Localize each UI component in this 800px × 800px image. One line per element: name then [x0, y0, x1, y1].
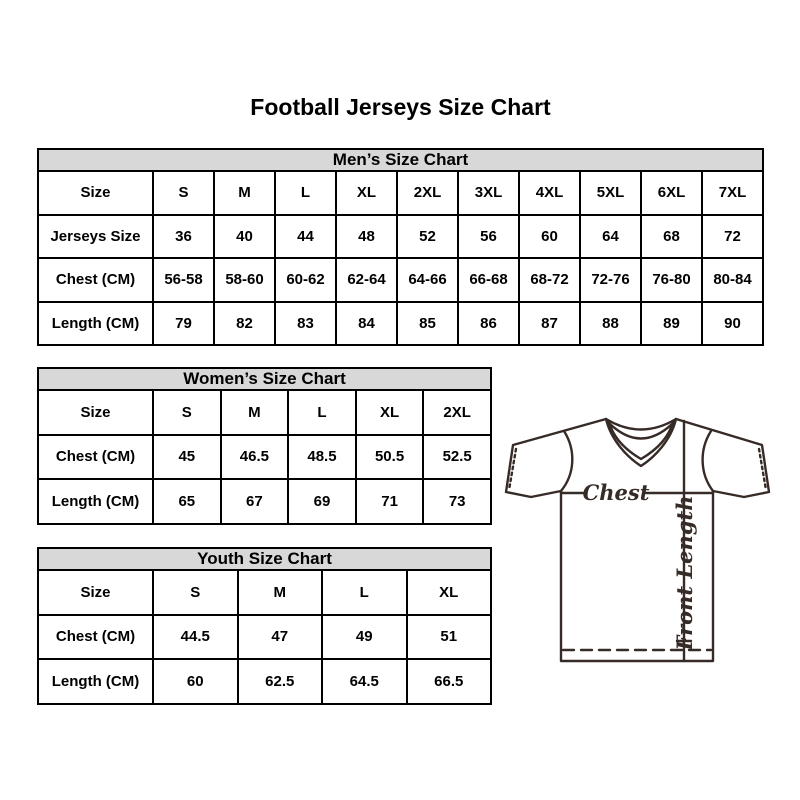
- women-table-row: [38, 479, 491, 524]
- value-cell: 3XL: [458, 171, 519, 215]
- womens-table-title: Women’s Size Chart: [38, 368, 491, 390]
- value-cell: 36: [153, 215, 214, 259]
- value-cell: 60: [153, 659, 238, 704]
- value-cell: 64: [580, 215, 641, 259]
- jersey-measurement-diagram: [500, 398, 775, 683]
- value-cell: XL: [407, 570, 492, 615]
- value-cell: 44: [275, 215, 336, 259]
- left-armhole-seam: [561, 431, 572, 491]
- row-label-cell: Chest (CM): [38, 435, 153, 480]
- row-label-cell: Size: [38, 171, 153, 215]
- value-cell: S: [153, 390, 221, 435]
- womens-table-header-row: [38, 368, 491, 390]
- value-cell: 87: [519, 302, 580, 346]
- value-cell: 83: [275, 302, 336, 346]
- value-cell: 67: [221, 479, 289, 524]
- value-cell: 88: [580, 302, 641, 346]
- value-cell: L: [275, 171, 336, 215]
- value-cell: 89: [641, 302, 702, 346]
- value-cell: 2XL: [397, 171, 458, 215]
- mens-table-body: [38, 171, 763, 345]
- value-cell: 56-58: [153, 258, 214, 302]
- value-cell: 45: [153, 435, 221, 480]
- womens-table-body: [38, 390, 491, 524]
- value-cell: L: [322, 570, 407, 615]
- mens-size-table: [37, 148, 764, 346]
- value-cell: XL: [356, 390, 424, 435]
- value-cell: 48.5: [288, 435, 356, 480]
- value-cell: 46.5: [221, 435, 289, 480]
- youth-table-body: [38, 570, 491, 704]
- value-cell: 68: [641, 215, 702, 259]
- value-cell: 86: [458, 302, 519, 346]
- men-table-row: [38, 171, 763, 215]
- value-cell: 58-60: [214, 258, 275, 302]
- row-label-cell: Length (CM): [38, 302, 153, 346]
- youth-table-header-row: [38, 548, 491, 570]
- front-length-label: Front Length: [672, 495, 697, 651]
- value-cell: L: [288, 390, 356, 435]
- youth-table-title: Youth Size Chart: [38, 548, 491, 570]
- value-cell: 52: [397, 215, 458, 259]
- jersey-outline: [506, 419, 769, 661]
- women-table-row: [38, 390, 491, 435]
- value-cell: 84: [336, 302, 397, 346]
- row-label-cell: Length (CM): [38, 659, 153, 704]
- value-cell: 7XL: [702, 171, 763, 215]
- collar-arc-outer: [606, 419, 676, 430]
- mens-size-chart: [37, 148, 764, 346]
- value-cell: 72: [702, 215, 763, 259]
- chest-label: Chest: [582, 480, 650, 505]
- men-table-row: [38, 258, 763, 302]
- row-label-cell: Jerseys Size: [38, 215, 153, 259]
- mens-table-title: Men’s Size Chart: [38, 149, 763, 171]
- womens-size-chart: [37, 367, 492, 525]
- youth-size-table: [37, 547, 492, 705]
- vneck-inner: [609, 422, 673, 459]
- value-cell: 40: [214, 215, 275, 259]
- row-label-cell: Size: [38, 390, 153, 435]
- value-cell: 71: [356, 479, 424, 524]
- mens-table-header-row: [38, 149, 763, 171]
- value-cell: S: [153, 171, 214, 215]
- youth-size-chart: [37, 547, 492, 705]
- row-label-cell: Chest (CM): [38, 615, 153, 660]
- value-cell: 62.5: [238, 659, 323, 704]
- value-cell: S: [153, 570, 238, 615]
- value-cell: 50.5: [356, 435, 424, 480]
- value-cell: 4XL: [519, 171, 580, 215]
- value-cell: 79: [153, 302, 214, 346]
- value-cell: 5XL: [580, 171, 641, 215]
- value-cell: 85: [397, 302, 458, 346]
- value-cell: 65: [153, 479, 221, 524]
- value-cell: 56: [458, 215, 519, 259]
- value-cell: 47: [238, 615, 323, 660]
- value-cell: 72-76: [580, 258, 641, 302]
- value-cell: 62-64: [336, 258, 397, 302]
- value-cell: 49: [322, 615, 407, 660]
- value-cell: 44.5: [153, 615, 238, 660]
- value-cell: 51: [407, 615, 492, 660]
- value-cell: 6XL: [641, 171, 702, 215]
- value-cell: 2XL: [423, 390, 491, 435]
- value-cell: 80-84: [702, 258, 763, 302]
- row-label-cell: Length (CM): [38, 479, 153, 524]
- value-cell: 60-62: [275, 258, 336, 302]
- value-cell: 82: [214, 302, 275, 346]
- youth-table-row: [38, 570, 491, 615]
- women-table-row: [38, 435, 491, 480]
- value-cell: 76-80: [641, 258, 702, 302]
- row-label-cell: Chest (CM): [38, 258, 153, 302]
- youth-table-row: [38, 659, 491, 704]
- right-armhole-seam: [703, 431, 713, 491]
- value-cell: M: [221, 390, 289, 435]
- value-cell: 64-66: [397, 258, 458, 302]
- value-cell: 52.5: [423, 435, 491, 480]
- value-cell: 64.5: [322, 659, 407, 704]
- value-cell: 48: [336, 215, 397, 259]
- value-cell: 68-72: [519, 258, 580, 302]
- value-cell: M: [238, 570, 323, 615]
- value-cell: 90: [702, 302, 763, 346]
- value-cell: 66.5: [407, 659, 492, 704]
- value-cell: 69: [288, 479, 356, 524]
- page-title: Football Jerseys Size Chart: [250, 94, 551, 120]
- value-cell: 60: [519, 215, 580, 259]
- men-table-row: [38, 302, 763, 346]
- row-label-cell: Size: [38, 570, 153, 615]
- youth-table-row: [38, 615, 491, 660]
- value-cell: XL: [336, 171, 397, 215]
- value-cell: 73: [423, 479, 491, 524]
- value-cell: 66-68: [458, 258, 519, 302]
- womens-size-table: [37, 367, 492, 525]
- men-table-row: [38, 215, 763, 259]
- value-cell: M: [214, 171, 275, 215]
